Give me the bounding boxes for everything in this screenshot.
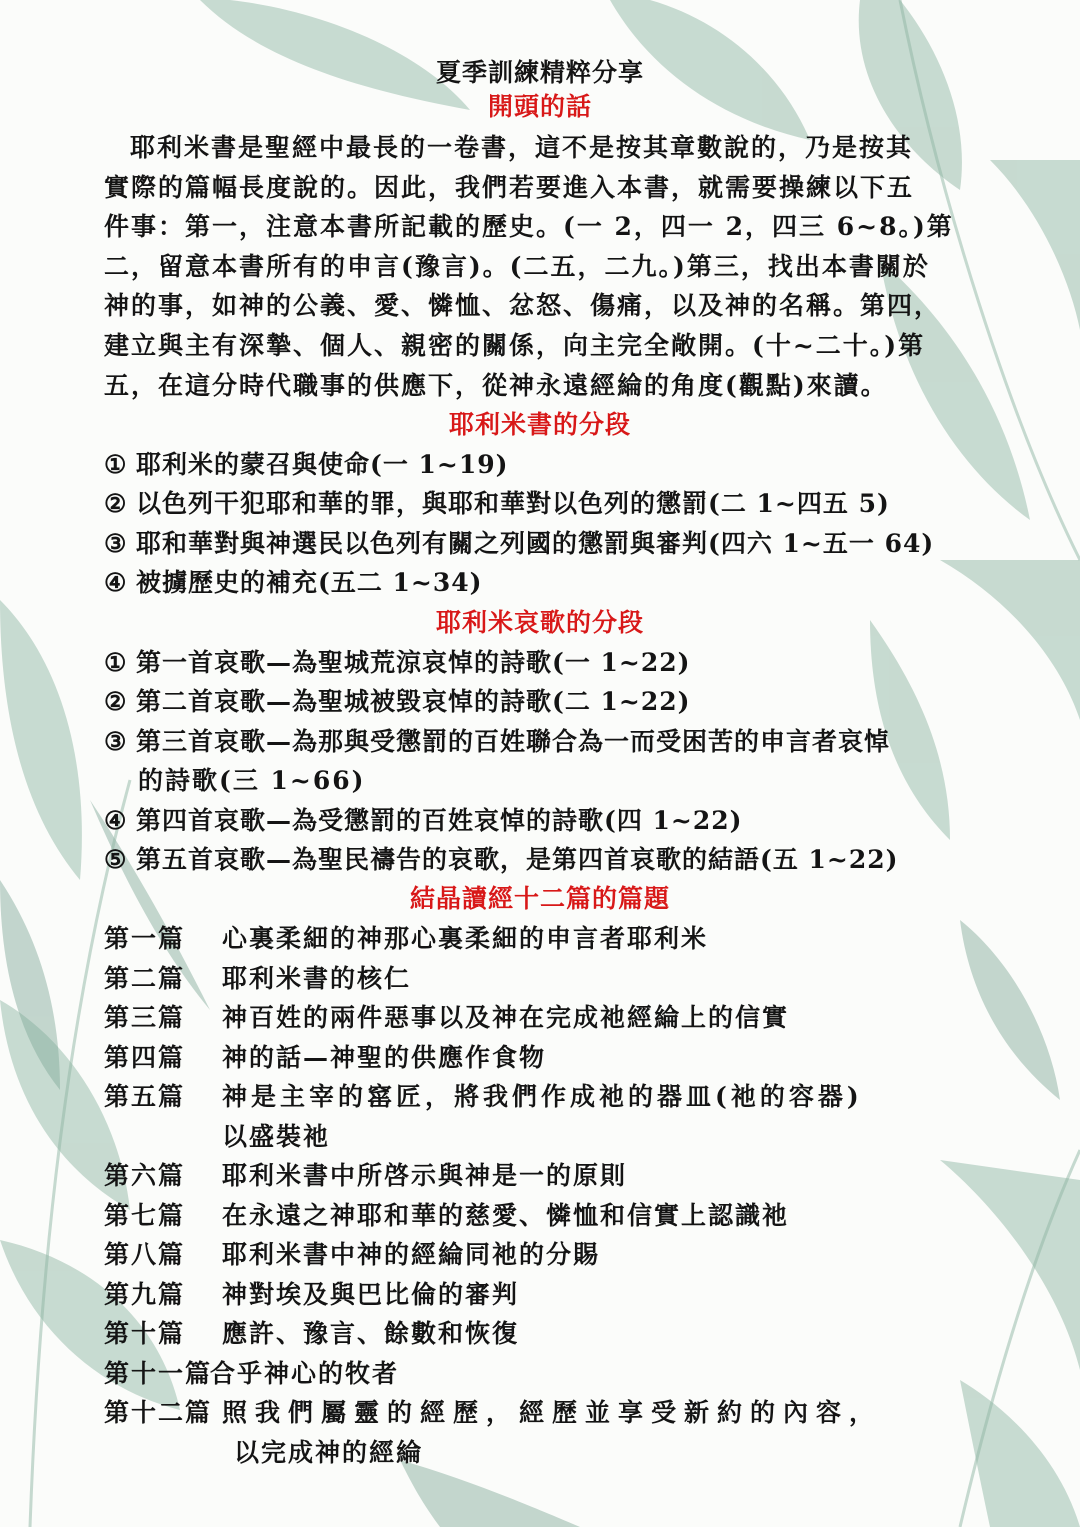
- chapter-title-continuation: 以完成神的經綸: [234, 1438, 424, 1467]
- chapter-label: 第三篇: [104, 1003, 186, 1032]
- chapter-label: 第九篇: [104, 1280, 186, 1309]
- chapter-title: 在永遠之神耶和華的慈愛、憐恤和信實上認識祂: [222, 1201, 790, 1230]
- intro-paragraph-line: 耶利米書是聖經中最長的一卷書，這不是按其章數說的，乃是按其: [130, 133, 914, 162]
- intro-paragraph-line: 建立與主有深摯、個人、親密的關係，向主完全敞開。(十~二十。)第: [104, 331, 926, 360]
- item-number: ②: [104, 489, 128, 518]
- chapter-label: 第十篇: [104, 1319, 186, 1348]
- section-heading-jeremiah: 耶利米書的分段: [448, 410, 631, 439]
- item-text: 第二首哀歌—為聖城被毀哀悼的詩歌(二 1~22): [136, 687, 691, 716]
- lamentations-section-item: [104, 650, 691, 675]
- chapter-title-continuation: 以盛裝祂: [222, 1122, 331, 1151]
- chapter-title: 應許、豫言、餘數和恢復: [222, 1319, 520, 1348]
- item-text: 被擄歷史的補充(五二 1~34): [136, 568, 483, 597]
- chapter-title: 神對埃及與巴比倫的審判: [222, 1280, 520, 1309]
- intro-paragraph-line: 件事：第一，注意本書所記載的歷史。(一 2，四一 2，四三 6~8。)第: [104, 212, 954, 241]
- chapter-title: 耶利米書中所啓示與神是一的原則: [222, 1161, 628, 1190]
- lamentations-section-item: [104, 808, 743, 833]
- jeremiah-section-item: [104, 570, 483, 595]
- intro-paragraph-line: 五，在這分時代職事的供應下，從神永遠經綸的角度(觀點)來讀。: [104, 371, 888, 400]
- item-text: 第四首哀歌—為受懲罰的百姓哀悼的詩歌(四 1~22): [136, 806, 743, 835]
- item-number: ④: [104, 568, 128, 597]
- chapter-label: 第十一篇: [104, 1359, 213, 1388]
- chapter-label: 第一篇: [104, 924, 186, 953]
- jeremiah-section-item: [104, 452, 509, 477]
- item-text: 第五首哀歌—為聖民禱告的哀歌，是第四首哀歌的結語(五 1~22): [136, 845, 899, 874]
- intro-paragraph-line: 神的事，如神的公義、愛、憐恤、忿怒、傷痛，以及神的名稱。第四，: [104, 291, 942, 320]
- chapter-title: 合乎神心的牧者: [210, 1359, 400, 1388]
- item-text: 耶和華對與神選民以色列有關之列國的懲罰與審判(四六 1~五一 64): [136, 529, 935, 558]
- chapter-title: 心裏柔細的神那心裏柔細的申言者耶利米: [222, 924, 709, 953]
- chapter-label: 第四篇: [104, 1043, 186, 1072]
- item-number: ①: [104, 648, 128, 677]
- chapter-title: 神的話—神聖的供應作食物: [222, 1043, 547, 1072]
- item-text-continuation: 的詩歌(三 1~66): [138, 766, 366, 795]
- item-number: ③: [104, 727, 128, 756]
- chapter-label: 第六篇: [104, 1161, 186, 1190]
- intro-paragraph-line: 二，留意本書所有的申言(豫言)。(二五，二九。)第三，找出本書關於: [104, 252, 930, 281]
- chapter-label: 第八篇: [104, 1240, 186, 1269]
- chapter-title: 照我們屬靈的經歷，經歷並享受新約的內容，: [222, 1398, 883, 1427]
- lamentations-section-item: [104, 729, 890, 754]
- item-number: ③: [104, 529, 128, 558]
- lamentations-section-item: [104, 689, 691, 714]
- item-number: ④: [104, 806, 128, 835]
- chapter-title: 耶利米書的核仁: [222, 964, 412, 993]
- chapter-label: 第二篇: [104, 964, 186, 993]
- item-number: ①: [104, 450, 128, 479]
- item-text: 耶利米的蒙召與使命(一 1~19): [136, 450, 509, 479]
- chapter-label: 第五篇: [104, 1082, 186, 1111]
- jeremiah-section-item: [104, 531, 934, 556]
- section-heading-chapters: 結晶讀經十二篇的篇題: [409, 884, 670, 913]
- jeremiah-section-item: [104, 491, 890, 516]
- document-title: 夏季訓練精粹分享: [435, 58, 644, 87]
- lamentations-section-item: [104, 847, 899, 872]
- item-text: 第一首哀歌—為聖城荒涼哀悼的詩歌(一 1~22): [136, 648, 691, 677]
- intro-paragraph-line: 實際的篇幅長度說的。因此，我們若要進入本書，就需要操練以下五: [104, 173, 915, 202]
- item-text: 以色列干犯耶和華的罪，與耶和華對以色列的懲罰(二 1~四五 5): [136, 489, 890, 518]
- item-text: 第三首哀歌—為那與受懲罰的百姓聯合為一而受困苦的申言者哀悼: [136, 727, 891, 756]
- chapter-label: 第七篇: [104, 1201, 186, 1230]
- chapter-title: 神是主宰的窰匠，將我們作成祂的器皿(祂的容器): [222, 1082, 863, 1111]
- chapter-label: 第十二篇: [104, 1398, 213, 1427]
- section-heading-lamentations: 耶利米哀歌的分段: [435, 608, 644, 637]
- section-heading-intro: 開頭的話: [487, 92, 592, 121]
- item-number: ⑤: [104, 845, 128, 874]
- chapter-title: 神百姓的兩件惡事以及神在完成祂經綸上的信實: [222, 1003, 790, 1032]
- item-number: ②: [104, 687, 128, 716]
- chapter-title: 耶利米書中神的經綸同祂的分賜: [222, 1240, 601, 1269]
